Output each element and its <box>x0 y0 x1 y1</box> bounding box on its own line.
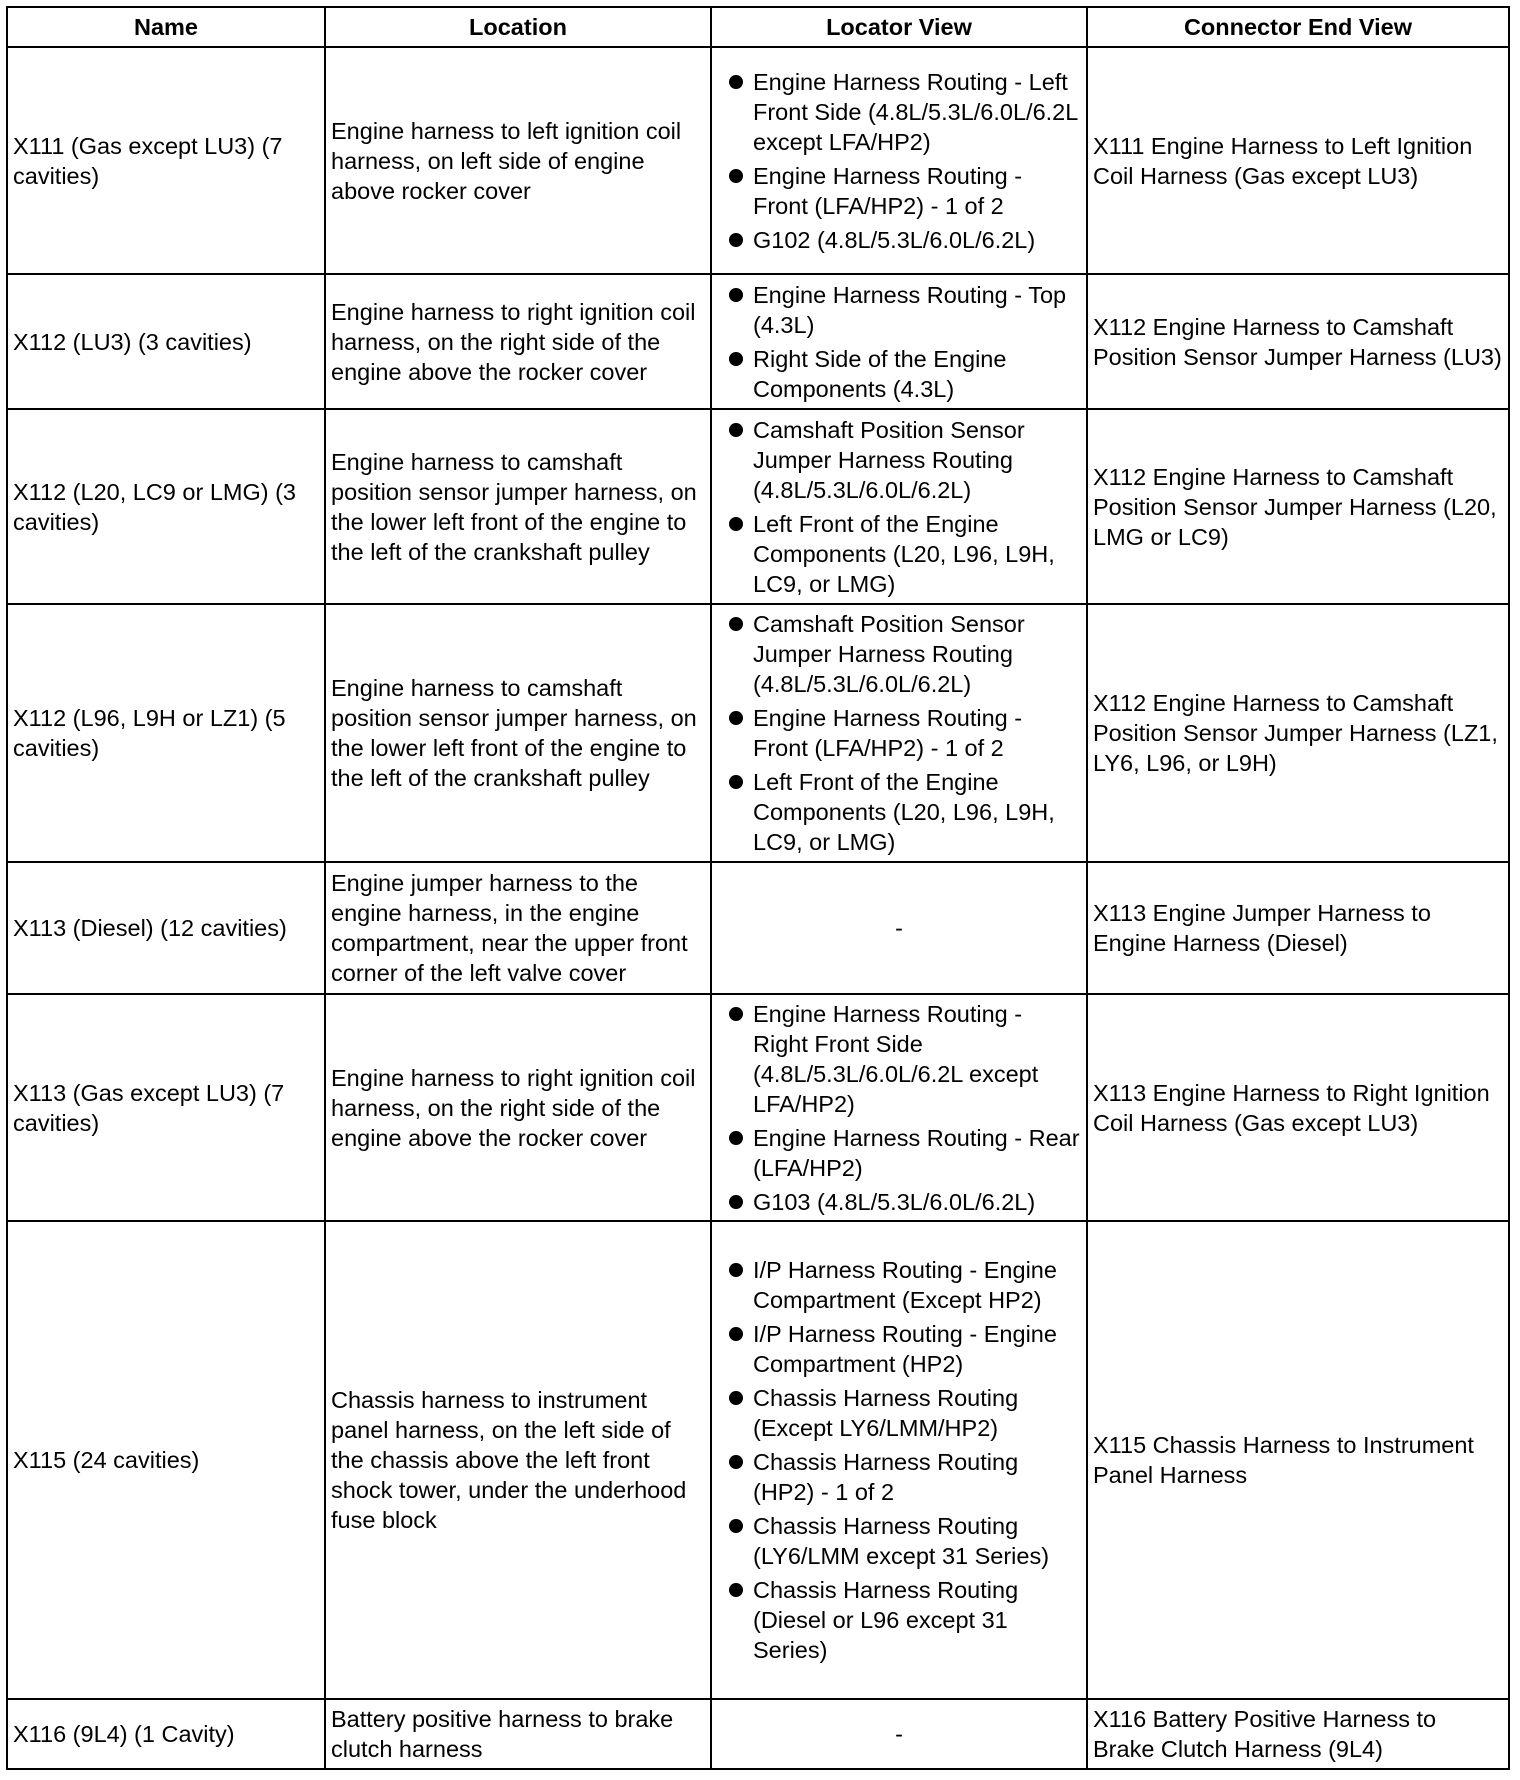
locator-item-label: Chassis Harness Routing (LY6/LMM except 31 Series) <box>753 1513 1050 1569</box>
cell-location: Engine harness to camshaft position sensor jumper harness, on the lower left front of the engine to the left of the crankshaft pulley <box>325 409 711 604</box>
cell-connector-end-view[interactable]: X112 Engine Harness to Camshaft Position Sensor Jumper Harness (L20, LMG or LC9) <box>1087 409 1509 604</box>
bullet-icon <box>729 75 743 89</box>
locator-item-label: Chassis Harness Routing (HP2) - 1 of 2 <box>753 1449 1019 1505</box>
cell-location: Engine harness to left ignition coil harness, on left side of engine above rocker cover <box>325 47 711 274</box>
cell-location: Engine harness to camshaft position sensor jumper harness, on the lower left front of the engine to the left of the crankshaft pulley <box>325 604 711 862</box>
cell-location: Engine harness to right ignition coil harness, on the right side of the engine above the rocker cover <box>325 274 711 409</box>
bullet-icon <box>729 1131 743 1145</box>
locator-list <box>717 280 1081 404</box>
locator-item[interactable] <box>717 415 1081 505</box>
locator-item-label: Engine Harness Routing - Right Front Side (4.8L/5.3L/6.0L/6.2L except LFA/HP2) <box>753 1000 1039 1117</box>
locator-item-label: Left Front of the Engine Components (L20, L96, L9H, LC9, or LMG) <box>753 510 1055 597</box>
bullet-icon <box>729 1583 743 1597</box>
locator-list <box>717 67 1081 255</box>
bullet-icon <box>729 775 743 789</box>
bullet-icon <box>729 1391 743 1405</box>
cell-location: Engine harness to right ignition coil harness, on the right side of the engine above the rocker cover <box>325 994 711 1221</box>
locator-item-label: Engine Harness Routing - Top (4.3L) <box>753 281 1067 338</box>
bullet-icon <box>729 1007 743 1021</box>
locator-item-label: I/P Harness Routing - Engine Compartment (Except HP2) <box>753 1257 1057 1313</box>
locator-item-label: Camshaft Position Sensor Jumper Harness Routing (4.8L/5.3L/6.0L/6.2L) <box>753 416 1025 503</box>
cell-locator-view <box>711 274 1087 409</box>
bullet-icon <box>729 617 743 631</box>
locator-item[interactable] <box>717 509 1081 599</box>
bullet-icon <box>729 1455 743 1469</box>
cell-locator-view <box>711 47 1087 274</box>
header-name: Name <box>7 7 325 47</box>
bullet-icon <box>729 517 743 531</box>
locator-item[interactable] <box>717 1447 1081 1507</box>
bullet-icon <box>729 1519 743 1533</box>
cell-connector-end-view[interactable]: X111 Engine Harness to Left Ignition Coil Harness (Gas except LU3) <box>1087 47 1509 274</box>
locator-item[interactable] <box>717 1383 1081 1443</box>
table-row <box>7 1699 1509 1769</box>
cell-name: X112 (LU3) (3 cavities) <box>7 274 325 409</box>
cell-locator-view <box>711 409 1087 604</box>
cell-name: X113 (Gas except LU3) (7 cavities) <box>7 994 325 1221</box>
locator-item-label: Engine Harness Routing - Left Front Side (4.8L/5.3L/6.0L/6.2L except LFA/HP2) <box>753 68 1078 155</box>
bullet-icon <box>729 233 743 247</box>
cell-locator-view: - <box>711 1699 1087 1769</box>
locator-item[interactable] <box>717 703 1081 763</box>
connector-table <box>6 6 1510 1770</box>
locator-item-label: I/P Harness Routing - Engine Compartment (HP2) <box>753 1321 1057 1377</box>
bullet-icon <box>729 169 743 183</box>
cell-name: X112 (L96, L9H or LZ1) (5 cavities) <box>7 604 325 862</box>
locator-item-label: Chassis Harness Routing (Diesel or L96 except 31 Series) <box>753 1577 1019 1663</box>
header-row <box>7 7 1509 47</box>
locator-item-label: Engine Harness Routing - Front (LFA/HP2) - 1 of 2 <box>753 162 1023 219</box>
table-row <box>7 862 1509 994</box>
locator-item[interactable] <box>717 609 1081 699</box>
cell-name: X111 (Gas except LU3) (7 cavities) <box>7 47 325 274</box>
locator-item[interactable] <box>717 280 1081 340</box>
locator-list <box>717 415 1081 599</box>
locator-item[interactable] <box>717 1187 1081 1217</box>
locator-item[interactable] <box>717 1255 1081 1315</box>
cell-connector-end-view[interactable]: X113 Engine Harness to Right Ignition Coil Harness (Gas except LU3) <box>1087 994 1509 1221</box>
locator-item[interactable] <box>717 1123 1081 1183</box>
bullet-icon <box>729 1195 743 1209</box>
locator-item-label: G102 (4.8L/5.3L/6.0L/6.2L) <box>753 226 1036 253</box>
locator-item[interactable] <box>717 344 1081 404</box>
table-row <box>7 604 1509 862</box>
table-row <box>7 1221 1509 1699</box>
locator-item[interactable] <box>717 225 1081 255</box>
locator-list <box>717 1255 1081 1665</box>
locator-item[interactable] <box>717 67 1081 157</box>
locator-item[interactable] <box>717 1575 1081 1665</box>
header-connector-end-view: Connector End View <box>1087 7 1509 47</box>
locator-item[interactable] <box>717 767 1081 857</box>
locator-item[interactable] <box>717 1319 1081 1379</box>
locator-item-label: Left Front of the Engine Components (L20, L96, L9H, LC9, or LMG) <box>753 769 1055 855</box>
cell-name: X112 (L20, LC9 or LMG) (3 cavities) <box>7 409 325 604</box>
locator-list <box>717 999 1081 1217</box>
locator-list <box>717 609 1081 857</box>
table-row <box>7 409 1509 604</box>
bullet-icon <box>729 711 743 725</box>
locator-item[interactable] <box>717 1511 1081 1571</box>
cell-name: X115 (24 cavities) <box>7 1221 325 1699</box>
cell-location: Battery positive harness to brake clutch harness <box>325 1699 711 1769</box>
locator-item[interactable] <box>717 999 1081 1119</box>
locator-item-label: Engine Harness Routing - Front (LFA/HP2) - 1 of 2 <box>753 705 1023 761</box>
locator-item-label: Right Side of the Engine Components (4.3L) <box>753 345 1007 402</box>
table-row <box>7 274 1509 409</box>
cell-connector-end-view[interactable]: X112 Engine Harness to Camshaft Position Sensor Jumper Harness (LZ1, LY6, L96, or L9H) <box>1087 604 1509 862</box>
cell-connector-end-view[interactable]: X113 Engine Jumper Harness to Engine Harness (Diesel) <box>1087 862 1509 994</box>
locator-item-label: Camshaft Position Sensor Jumper Harness Routing (4.8L/5.3L/6.0L/6.2L) <box>753 611 1025 697</box>
locator-item[interactable] <box>717 161 1081 221</box>
cell-name: X113 (Diesel) (12 cavities) <box>7 862 325 994</box>
bullet-icon <box>729 352 743 366</box>
table-row <box>7 994 1509 1221</box>
bullet-icon <box>729 423 743 437</box>
table-row <box>7 47 1509 274</box>
cell-connector-end-view[interactable]: X112 Engine Harness to Camshaft Position Sensor Jumper Harness (LU3) <box>1087 274 1509 409</box>
header-locator-view: Locator View <box>711 7 1087 47</box>
cell-connector-end-view[interactable]: X116 Battery Positive Harness to Brake Clutch Harness (9L4) <box>1087 1699 1509 1769</box>
cell-locator-view <box>711 994 1087 1221</box>
locator-item-label: G103 (4.8L/5.3L/6.0L/6.2L) <box>753 1188 1036 1215</box>
cell-location: Chassis harness to instrument panel harness, on the left side of the chassis above the left front shock tower, under the underhood fuse block <box>325 1221 711 1699</box>
locator-item-label: Chassis Harness Routing (Except LY6/LMM/HP2) <box>753 1385 1019 1441</box>
bullet-icon <box>729 1263 743 1277</box>
bullet-icon <box>729 1327 743 1341</box>
cell-name: X116 (9L4) (1 Cavity) <box>7 1699 325 1769</box>
cell-location: Engine jumper harness to the engine harness, in the engine compartment, near the upper front corner of the left valve cover <box>325 862 711 994</box>
cell-locator-view <box>711 604 1087 862</box>
bullet-icon <box>729 288 743 302</box>
locator-item-label: Engine Harness Routing - Rear (LFA/HP2) <box>753 1124 1080 1181</box>
cell-locator-view: - <box>711 862 1087 994</box>
header-location: Location <box>325 7 711 47</box>
cell-locator-view <box>711 1221 1087 1699</box>
cell-connector-end-view[interactable]: X115 Chassis Harness to Instrument Panel Harness <box>1087 1221 1509 1699</box>
